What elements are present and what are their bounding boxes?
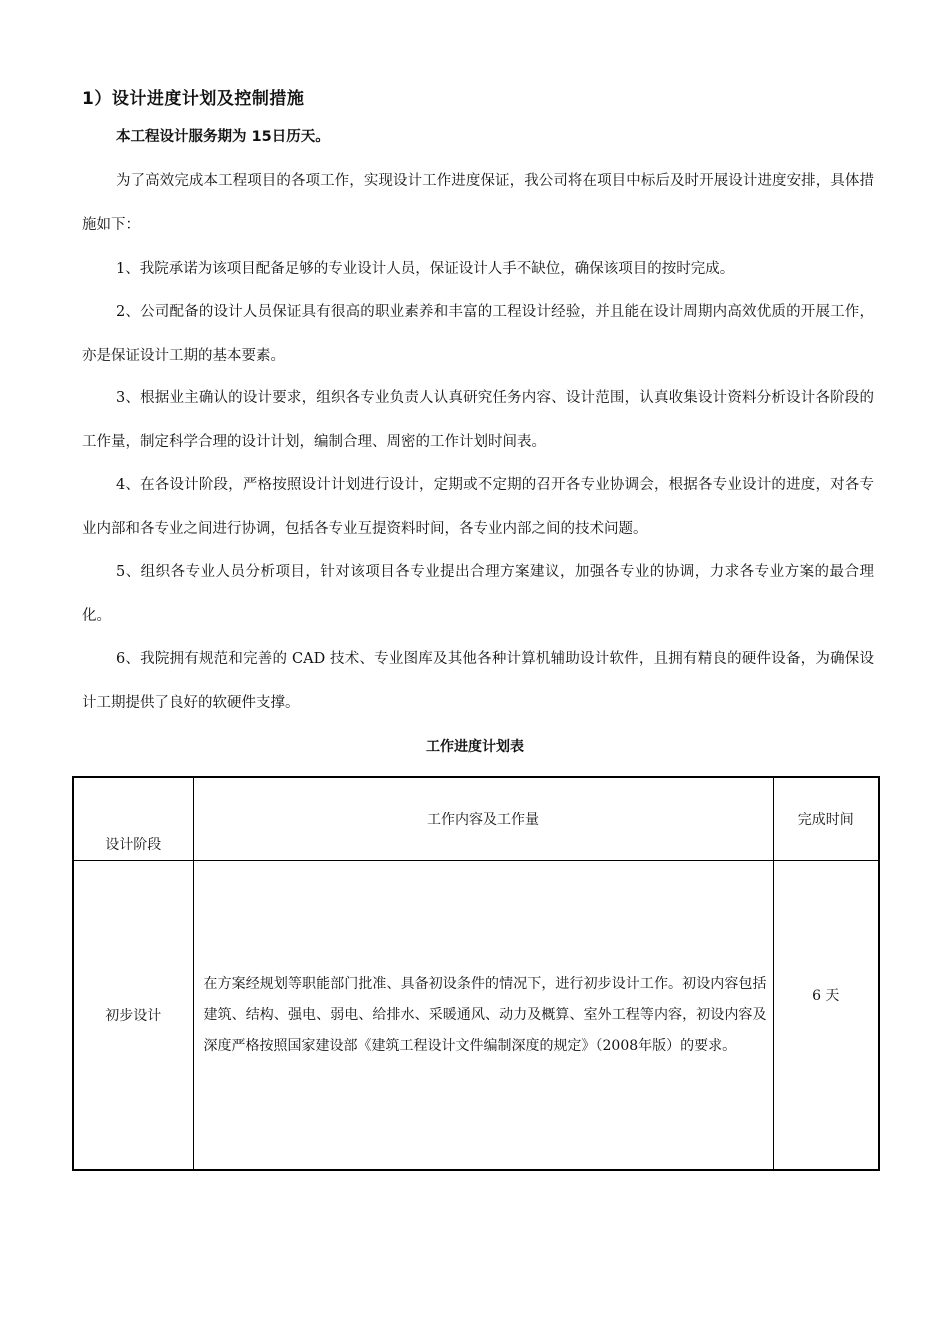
header-stage: 设计阶段 [73,777,193,861]
measure-6-paragraph: 6、我院拥有规范和完善的 CAD 技术、专业图库及其他各种计算机辅助设计软件，且拥有精良的硬件设备，为确保设计工期提供了良好的软硬件支撑。 [82,651,874,711]
row-content: 在方案经规划等职能部门批准、具备初设条件的情况下，进行初步设计工作。初设内容包括建筑、结构、强电、弱电、给排水、采暖通风、动力及概算、室外工程等内容，初设内容及深度严格按照国家建设部《建筑工程设计文件编制深度的规定》（2008年版）的要求。 [193,861,773,1171]
measure-2-paragraph: 2、公司配备的设计人员保证具有很高的职业素养和丰富的工程设计经验，并且能在设计周期内高效优质的开展工作，亦是保证设计工期的基本要素。 [82,304,874,364]
table-row [73,861,879,1171]
table-header-row [73,777,879,861]
measure-1-paragraph: 1、我院承诺为该项目配备足够的专业设计人员，保证设计人手不缺位，确保该项目的按时完成。 [116,261,735,277]
header-content: 工作内容及工作量 [193,777,773,861]
schedule-table [72,776,880,1171]
service-period-statement: 本工程设计服务期为 15日历天。 [116,129,330,145]
measure-3-paragraph: 3、根据业主确认的设计要求，组织各专业负责人认真研究任务内容、设计范围，认真收集设计资料分析设计各阶段的工作量，制定科学合理的设计计划，编制合理、周密的工作计划时间表。 [82,390,874,450]
row-stage: 初步设计 [73,861,193,1171]
section-heading: 1）设计进度计划及控制措施 [82,89,305,109]
row-time: 6 天 [773,861,879,1171]
header-time: 完成时间 [773,777,879,861]
table-title: 工作进度计划表 [426,739,524,755]
measure-5-paragraph: 5、组织各专业人员分析项目，针对该项目各专业提出合理方案建议，加强各专业的协调，力求各专业方案的最合理化。 [82,564,874,624]
intro-paragraph: 为了高效完成本工程项目的各项工作，实现设计工作进度保证，我公司将在项目中标后及时开展设计进度安排，具体措施如下： [82,173,874,233]
measure-4-paragraph: 4、在各设计阶段，严格按照设计计划进行设计，定期或不定期的召开各专业协调会，根据各专业设计的进度，对各专业内部和各专业之间进行协调，包括各专业互提资料时间，各专业内部之间的技术问题。 [82,477,874,537]
